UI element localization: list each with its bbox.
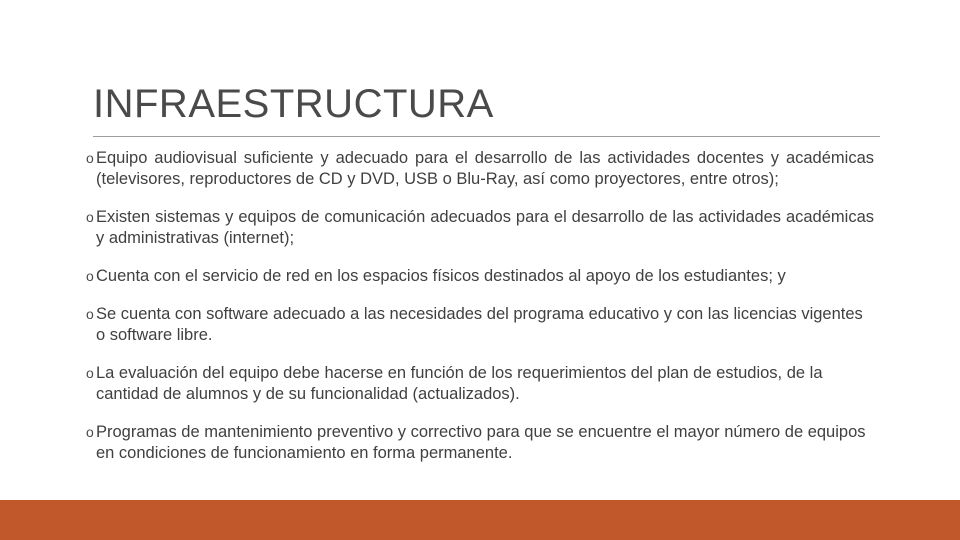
title-divider (93, 136, 880, 137)
bullet-marker: o (86, 150, 94, 166)
bullet-text: Se cuenta con software adecuado a las necesidades del programa educativo y con las licencias vigentes o software libre. (96, 305, 863, 344)
bullet-text: Existen sistemas y equipos de comunicación adecuados para el desarrollo de las actividades académicas y administrativas (internet); (96, 208, 874, 247)
bullet-item-servicio-red (86, 266, 874, 287)
footer-accent-bar (0, 500, 960, 540)
slide-title: INFRAESTRUCTURA (93, 82, 494, 126)
bullet-item-equipo-audiovisual (86, 148, 874, 190)
bullet-marker: o (86, 268, 94, 284)
bullet-marker: o (86, 306, 94, 322)
bullet-marker: o (86, 365, 94, 381)
bullet-text: Programas de mantenimiento preventivo y correctivo para que se encuentre el mayor número de equipos en condiciones de funcionamiento en forma permanente. (96, 423, 866, 462)
bullet-marker: o (86, 209, 94, 225)
bullet-list (86, 148, 874, 481)
bullet-text: La evaluación del equipo debe hacerse en función de los requerimientos del plan de estudios, de la cantidad de alumnos y de su funcionalidad (actualizados). (96, 364, 823, 403)
bullet-item-software (86, 304, 874, 346)
bullet-item-sistemas-comunicacion (86, 207, 874, 249)
bullet-item-mantenimiento (86, 422, 874, 464)
bullet-text: Equipo audiovisual suficiente y adecuado para el desarrollo de las actividades docentes y académicas (televisores, reproductores de CD y DVD, USB o Blu-Ray, así como proyectores, entre otros); (96, 149, 874, 188)
bullet-item-evaluacion-equipo (86, 363, 874, 405)
bullet-marker: o (86, 424, 94, 440)
bullet-text: Cuenta con el servicio de red en los espacios físicos destinados al apoyo de los estudiantes; y (96, 267, 786, 285)
